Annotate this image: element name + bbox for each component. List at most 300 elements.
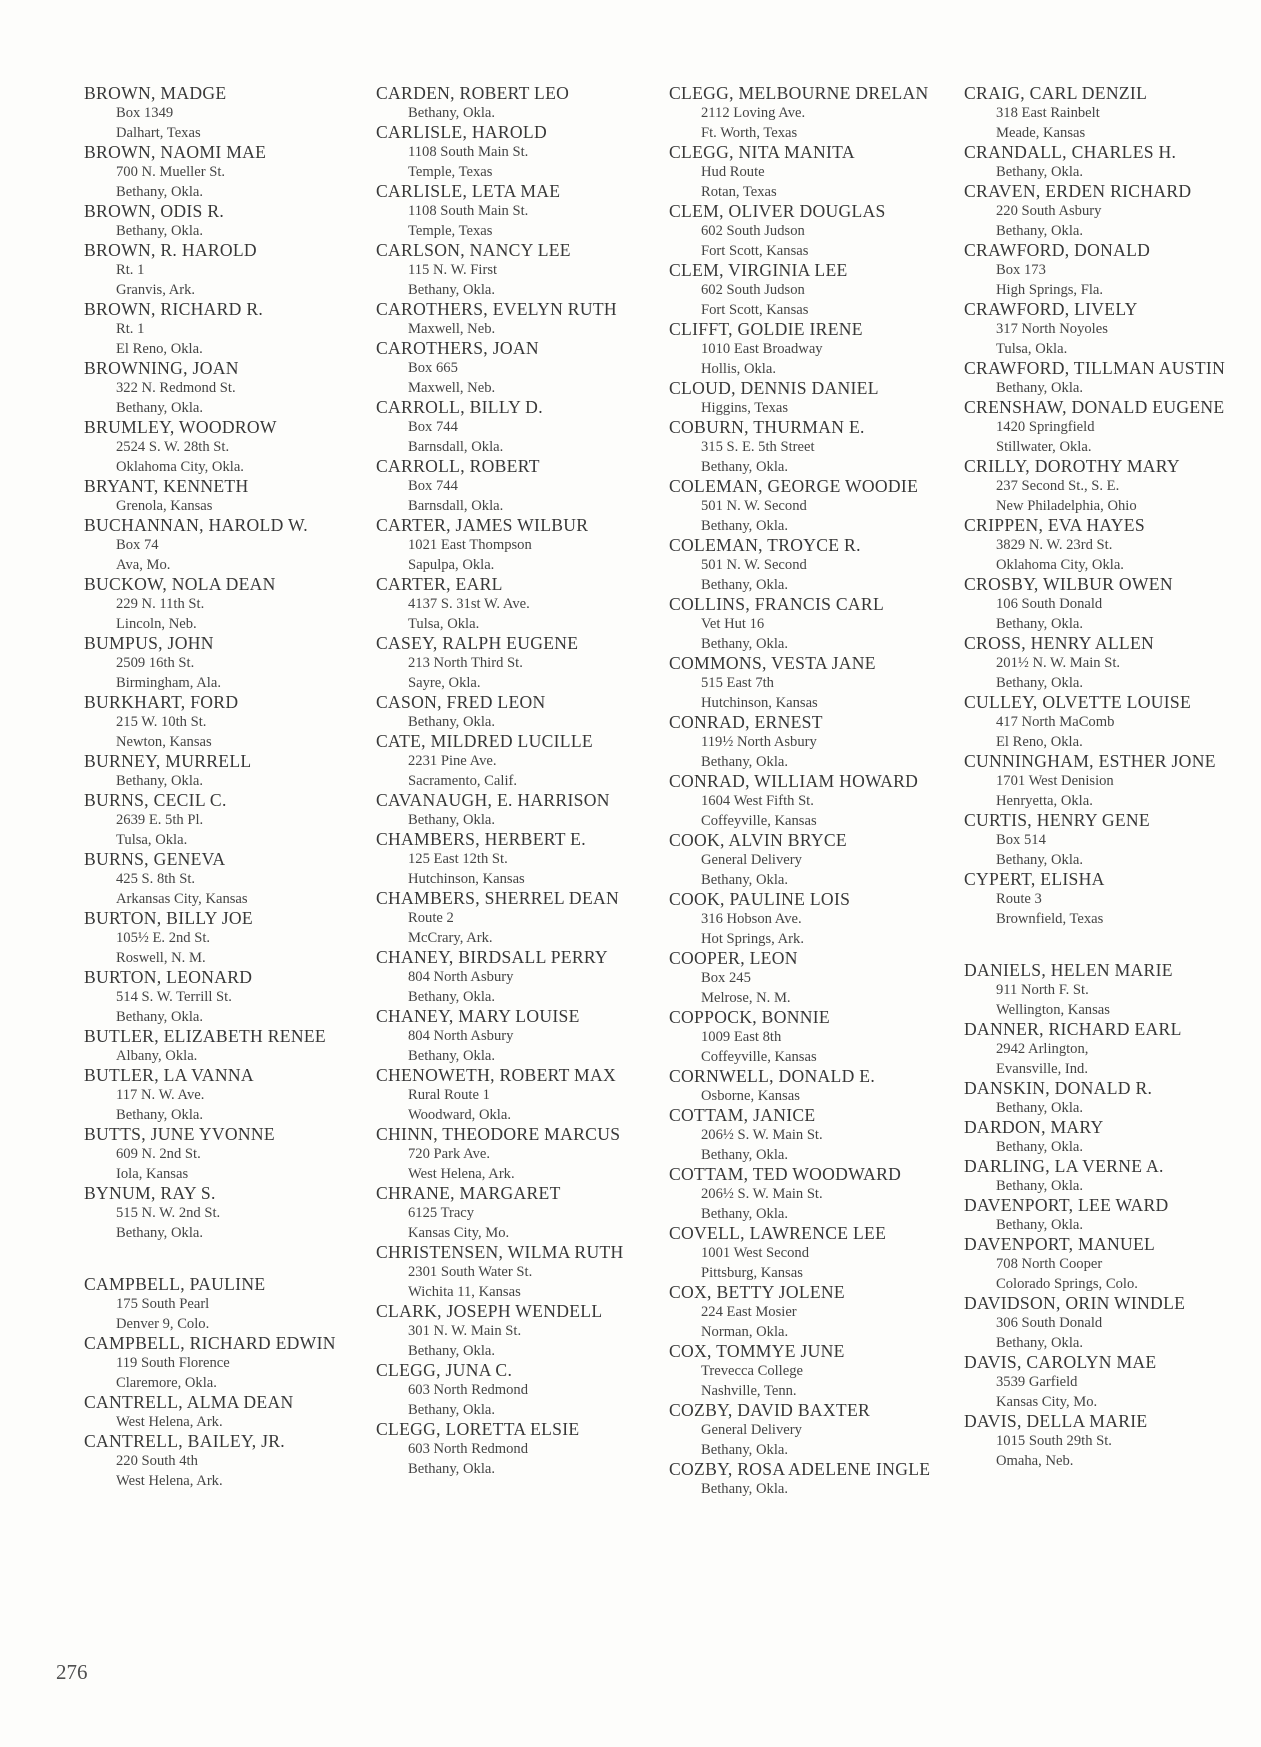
entry-address-line: Bethany, Okla.	[408, 989, 495, 1005]
directory-entry	[84, 575, 384, 634]
directory-entry	[964, 1412, 1261, 1471]
directory-entry	[84, 909, 384, 968]
entry-address-line: Bethany, Okla.	[408, 714, 495, 730]
entry-address-line: Rt. 1	[116, 321, 145, 337]
entry-name: CASON, FRED LEON	[376, 692, 546, 712]
directory-entry	[84, 477, 384, 516]
entry-name: COX, BETTY JOLENE	[669, 1282, 845, 1302]
entry-name: BUTTS, JUNE YVONNE	[84, 1124, 275, 1144]
directory-entry	[669, 654, 969, 713]
entry-name: CRAWFORD, TILLMAN AUSTIN	[964, 358, 1226, 378]
directory-entry	[964, 182, 1261, 241]
directory-entry	[84, 359, 384, 418]
directory-entry	[84, 634, 384, 693]
directory-entry	[376, 516, 676, 575]
directory-entry	[964, 961, 1261, 1020]
entry-name: CHAMBERS, HERBERT E.	[376, 829, 586, 849]
entry-address-line: Bethany, Okla.	[408, 1402, 495, 1418]
entry-address-line: Tulsa, Okla.	[116, 832, 188, 848]
directory-entry	[84, 693, 384, 752]
entry-name: CONRAD, WILLIAM HOWARD	[669, 771, 919, 791]
entry-address-line: El Reno, Okla.	[996, 734, 1083, 750]
entry-address-line: Maxwell, Neb.	[408, 380, 496, 396]
entry-name: CHRANE, MARGARET	[376, 1183, 561, 1203]
entry-name: CULLEY, OLVETTE LOUISE	[964, 692, 1191, 712]
entry-address-line: Rt. 1	[116, 262, 145, 278]
entry-address-line: Kansas City, Mo.	[408, 1225, 510, 1241]
directory-entry	[669, 202, 969, 261]
entry-address-line: Bethany, Okla.	[701, 459, 788, 475]
directory-entry	[376, 123, 676, 182]
entry-name: CAMPBELL, RICHARD EDWIN	[84, 1333, 336, 1353]
entry-address-line: 206½ S. W. Main St.	[701, 1186, 823, 1202]
entry-address-line: Dalhart, Texas	[116, 125, 201, 141]
entry-name: CLEGG, LORETTA ELSIE	[376, 1419, 580, 1439]
entry-address-line: Bethany, Okla.	[701, 636, 788, 652]
entry-name: CROSS, HENRY ALLEN	[964, 633, 1154, 653]
directory-column-1	[84, 84, 384, 1491]
entry-name: DAVIDSON, ORIN WINDLE	[964, 1293, 1186, 1313]
entry-name: COOPER, LEON	[669, 948, 798, 968]
entry-address-line: Omaha, Neb.	[996, 1453, 1074, 1469]
entry-address-line: Bethany, Okla.	[996, 380, 1083, 396]
entry-address-line: Sayre, Okla.	[408, 675, 481, 691]
entry-address-line: Hollis, Okla.	[701, 361, 776, 377]
entry-name: CLEGG, MELBOURNE DRELAN	[669, 83, 929, 103]
entry-address-line: McCrary, Ark.	[408, 930, 493, 946]
entry-address-line: Ft. Worth, Texas	[701, 125, 798, 141]
entry-address-line: 1010 East Broadway	[701, 341, 823, 357]
directory-entry	[964, 516, 1261, 575]
entry-name: CATE, MILDRED LUCILLE	[376, 731, 593, 751]
entry-address-line: 602 South Judson	[701, 282, 805, 298]
directory-entry	[964, 752, 1261, 811]
entry-address-line: Denver 9, Colo.	[116, 1316, 210, 1332]
entry-address-line: 1021 East Thompson	[408, 537, 532, 553]
entry-address-line: Bethany, Okla.	[996, 675, 1083, 691]
entry-address-line: Bethany, Okla.	[996, 1178, 1083, 1194]
entry-address-line: Box 514	[996, 832, 1046, 848]
directory-entry	[376, 1361, 676, 1420]
entry-name: CARROLL, BILLY D.	[376, 397, 543, 417]
entry-name: CHENOWETH, ROBERT MAX	[376, 1065, 616, 1085]
entry-name: CAVANAUGH, E. HARRISON	[376, 790, 610, 810]
entry-name: CHANEY, MARY LOUISE	[376, 1006, 580, 1026]
entry-name: COLLINS, FRANCIS CARL	[669, 594, 885, 614]
entry-name: COTTAM, TED WOODWARD	[669, 1164, 902, 1184]
entry-address-line: Bethany, Okla.	[701, 1442, 788, 1458]
directory-entry	[669, 1401, 969, 1460]
entry-name: COX, TOMMYE JUNE	[669, 1341, 845, 1361]
directory-entry	[84, 1125, 384, 1184]
entry-address-line: 229 N. 11th St.	[116, 596, 205, 612]
directory-entry	[84, 752, 384, 791]
entry-address-line: 1009 East 8th	[701, 1029, 782, 1045]
directory-entry	[376, 300, 676, 339]
entry-name: BROWN, ODIS R.	[84, 201, 225, 221]
entry-name: BURNEY, MURRELL	[84, 751, 252, 771]
entry-name: BROWN, MADGE	[84, 83, 227, 103]
directory-entry	[376, 791, 676, 830]
entry-name: BROWN, RICHARD R.	[84, 299, 264, 319]
directory-column-3	[669, 84, 969, 1499]
entry-name: CORNWELL, DONALD E.	[669, 1066, 876, 1086]
entry-address-line: Oklahoma City, Okla.	[996, 557, 1124, 573]
directory-entry	[376, 1007, 676, 1066]
directory-entry	[376, 1302, 676, 1361]
entry-address-line: Box 1349	[116, 105, 174, 121]
entry-address-line: 306 South Donald	[996, 1315, 1103, 1331]
entry-address-line: 220 South 4th	[116, 1453, 198, 1469]
entry-address-line: 316 Hobson Ave.	[701, 911, 802, 927]
directory-entry	[376, 398, 676, 457]
entry-address-line: Sacramento, Calif.	[408, 773, 518, 789]
directory-entry	[84, 1027, 384, 1066]
entry-address-line: 1108 South Main St.	[408, 203, 529, 219]
entry-name: CRILLY, DOROTHY MARY	[964, 456, 1180, 476]
entry-address-line: 3829 N. W. 23rd St.	[996, 537, 1113, 553]
entry-address-line: Bethany, Okla.	[701, 872, 788, 888]
entry-address-line: Evansville, Ind.	[996, 1061, 1089, 1077]
entry-name: CRENSHAW, DONALD EUGENE	[964, 397, 1225, 417]
entry-name: DARDON, MARY	[964, 1117, 1104, 1137]
entry-name: COTTAM, JANICE	[669, 1105, 816, 1125]
directory-entry	[376, 457, 676, 516]
entry-name: CRAWFORD, LIVELY	[964, 299, 1138, 319]
entry-name: COOK, ALVIN BRYCE	[669, 830, 847, 850]
entry-address-line: 119 South Florence	[116, 1355, 230, 1371]
entry-address-line: Barnsdall, Okla.	[408, 498, 504, 514]
entry-name: BUMPUS, JOHN	[84, 633, 214, 653]
entry-address-line: 2639 E. 5th Pl.	[116, 812, 204, 828]
entry-address-line: Henryetta, Okla.	[996, 793, 1093, 809]
entry-name: BUCHANNAN, HAROLD W.	[84, 515, 308, 535]
entry-name: CAROTHERS, EVELYN RUTH	[376, 299, 617, 319]
directory-entry	[84, 84, 384, 143]
entry-address-line: Wichita 11, Kansas	[408, 1284, 521, 1300]
entry-address-line: 720 Park Ave.	[408, 1146, 491, 1162]
entry-address-line: 425 S. 8th St.	[116, 871, 196, 887]
entry-address-line: 1108 South Main St.	[408, 144, 529, 160]
directory-entry	[669, 713, 969, 772]
directory-entry	[376, 339, 676, 398]
directory-entry	[84, 1432, 384, 1491]
directory-entry	[964, 1353, 1261, 1412]
entry-address-line: General Delivery	[701, 852, 802, 868]
entry-name: DAVENPORT, MANUEL	[964, 1234, 1156, 1254]
entry-address-line: 224 East Mosier	[701, 1304, 797, 1320]
entry-address-line: 804 North Asbury	[408, 1028, 514, 1044]
entry-address-line: 515 N. W. 2nd St.	[116, 1205, 221, 1221]
directory-entry	[84, 143, 384, 202]
directory-entry	[669, 379, 969, 418]
entry-name: CARROLL, ROBERT	[376, 456, 540, 476]
entry-address-line: Arkansas City, Kansas	[116, 891, 248, 907]
directory-entry	[376, 1420, 676, 1479]
entry-address-line: Ava, Mo.	[116, 557, 171, 573]
directory-entry	[669, 1342, 969, 1401]
directory-entry	[964, 359, 1261, 398]
entry-name: CHINN, THEODORE MARCUS	[376, 1124, 621, 1144]
entry-address-line: Melrose, N. M.	[701, 990, 791, 1006]
entry-name: CONRAD, ERNEST	[669, 712, 823, 732]
directory-entry	[84, 791, 384, 850]
entry-address-line: 117 N. W. Ave.	[116, 1087, 205, 1103]
entry-address-line: 4137 S. 31st W. Ave.	[408, 596, 530, 612]
entry-address-line: Brownfield, Texas	[996, 911, 1104, 927]
entry-name: BURTON, LEONARD	[84, 967, 253, 987]
directory-entry	[376, 1066, 676, 1125]
entry-address-line: Bethany, Okla.	[996, 616, 1083, 632]
directory-entry	[669, 536, 969, 595]
entry-address-line: 6125 Tracy	[408, 1205, 475, 1221]
entry-address-line: Kansas City, Mo.	[996, 1394, 1098, 1410]
entry-address-line: 2231 Pine Ave.	[408, 753, 497, 769]
directory-entry	[84, 1275, 384, 1334]
entry-address-line: Box 245	[701, 970, 751, 986]
directory-entry	[669, 1165, 969, 1224]
entry-address-line: Bethany, Okla.	[116, 223, 203, 239]
directory-entry	[376, 182, 676, 241]
entry-address-line: 2942 Arlington,	[996, 1041, 1089, 1057]
entry-address-line: West Helena, Ark.	[116, 1414, 223, 1430]
entry-name: BURNS, CECIL C.	[84, 790, 227, 810]
entry-address-line: Bethany, Okla.	[701, 754, 788, 770]
directory-entry	[84, 1393, 384, 1432]
directory-entry	[669, 1008, 969, 1067]
entry-name: CURTIS, HENRY GENE	[964, 810, 1150, 830]
entry-name: CROSBY, WILBUR OWEN	[964, 574, 1173, 594]
entry-address-line: Box 74	[116, 537, 159, 553]
directory-entry	[964, 1294, 1261, 1353]
entry-address-line: Roswell, N. M.	[116, 950, 206, 966]
directory-entry	[669, 1283, 969, 1342]
directory-entry	[669, 772, 969, 831]
entry-address-line: Hutchinson, Kansas	[408, 871, 525, 887]
entry-name: COVELL, LAWRENCE LEE	[669, 1223, 887, 1243]
entry-address-line: 119½ North Asbury	[701, 734, 817, 750]
entry-name: CLIFFT, GOLDIE IRENE	[669, 319, 863, 339]
entry-name: BYNUM, RAY S.	[84, 1183, 216, 1203]
entry-address-line: Coffeyville, Kansas	[701, 1049, 817, 1065]
entry-address-line: 603 North Redmond	[408, 1441, 528, 1457]
entry-address-line: 115 N. W. First	[408, 262, 498, 278]
entry-address-line: 700 N. Mueller St.	[116, 164, 226, 180]
directory-entry	[84, 968, 384, 1027]
directory-entry	[376, 889, 676, 948]
directory-entry	[84, 1066, 384, 1125]
entry-name: CRAWFORD, DONALD	[964, 240, 1151, 260]
entry-address-line: 220 South Asbury	[996, 203, 1102, 219]
directory-entry	[964, 143, 1261, 182]
directory-entry	[84, 1184, 384, 1243]
directory-entry	[964, 84, 1261, 143]
entry-name: BROWN, NAOMI MAE	[84, 142, 267, 162]
entry-address-line: Bethany, Okla.	[408, 105, 495, 121]
entry-address-line: Bethany, Okla.	[116, 1225, 203, 1241]
entry-address-line: Box 744	[408, 478, 458, 494]
entry-address-line: 125 East 12th St.	[408, 851, 508, 867]
entry-name: CYPERT, ELISHA	[964, 869, 1105, 889]
entry-name: COBURN, THURMAN E.	[669, 417, 865, 437]
directory-entry	[964, 1157, 1261, 1196]
entry-address-line: General Delivery	[701, 1422, 802, 1438]
directory-entry	[376, 634, 676, 693]
directory-entry	[84, 418, 384, 477]
entry-address-line: 602 South Judson	[701, 223, 805, 239]
directory-entry	[376, 1184, 676, 1243]
entry-name: CANTRELL, BAILEY, JR.	[84, 1431, 285, 1451]
entry-name: COZBY, ROSA ADELENE INGLE	[669, 1459, 931, 1479]
entry-address-line: Tulsa, Okla.	[996, 341, 1068, 357]
entry-name: CARTER, JAMES WILBUR	[376, 515, 589, 535]
directory-entry	[964, 1020, 1261, 1079]
entry-address-line: Barnsdall, Okla.	[408, 439, 504, 455]
entry-address-line: Bethany, Okla.	[408, 812, 495, 828]
entry-address-line: 206½ S. W. Main St.	[701, 1127, 823, 1143]
entry-address-line: 911 North F. St.	[996, 982, 1089, 998]
directory-entry	[376, 84, 676, 123]
directory-entry	[84, 516, 384, 575]
entry-address-line: Route 2	[408, 910, 454, 926]
entry-address-line: 105½ E. 2nd St.	[116, 930, 211, 946]
entry-address-line: Bethany, Okla.	[408, 1048, 495, 1064]
entry-address-line: Woodward, Okla.	[408, 1107, 511, 1123]
directory-entry	[84, 1334, 384, 1393]
entry-name: CUNNINGHAM, ESTHER JONE	[964, 751, 1216, 771]
entry-name: COZBY, DAVID BAXTER	[669, 1400, 871, 1420]
entry-address-line: Bethany, Okla.	[701, 518, 788, 534]
entry-address-line: 3539 Garfield	[996, 1374, 1078, 1390]
directory-entry	[669, 477, 969, 536]
entry-address-line: Hud Route	[701, 164, 765, 180]
entry-name: COLEMAN, TROYCE R.	[669, 535, 861, 555]
entry-address-line: 106 South Donald	[996, 596, 1103, 612]
directory-entry	[669, 1106, 969, 1165]
entry-address-line: 2112 Loving Ave.	[701, 105, 806, 121]
entry-name: BRYANT, KENNETH	[84, 476, 249, 496]
directory-entry	[964, 1196, 1261, 1235]
entry-name: BUTLER, LA VANNA	[84, 1065, 254, 1085]
page-number: 276	[56, 1660, 88, 1684]
entry-name: DAVIS, CAROLYN MAE	[964, 1352, 1157, 1372]
entry-address-line: Tulsa, Okla.	[408, 616, 480, 632]
entry-name: CHAMBERS, SHERREL DEAN	[376, 888, 619, 908]
directory-entry	[669, 320, 969, 379]
entry-address-line: Norman, Okla.	[701, 1324, 789, 1340]
entry-address-line: Fort Scott, Kansas	[701, 302, 809, 318]
entry-address-line: 201½ N. W. Main St.	[996, 655, 1121, 671]
entry-address-line: Grenola, Kansas	[116, 498, 213, 514]
entry-name: DANNER, RICHARD EARL	[964, 1019, 1182, 1039]
entry-name: CLOUD, DENNIS DANIEL	[669, 378, 879, 398]
entry-address-line: Meade, Kansas	[996, 125, 1086, 141]
directory-entry	[669, 831, 969, 890]
entry-address-line: Bethany, Okla.	[996, 1335, 1083, 1351]
directory-entry	[84, 241, 384, 300]
directory-entry	[964, 300, 1261, 359]
directory-entry	[964, 575, 1261, 634]
entry-address-line: Birmingham, Ala.	[116, 675, 221, 691]
entry-name: DANIELS, HELEN MARIE	[964, 960, 1173, 980]
entry-address-line: High Springs, Fla.	[996, 282, 1104, 298]
entry-address-line: Coffeyville, Kansas	[701, 813, 817, 829]
directory-entry	[964, 693, 1261, 752]
entry-name: DAVIS, DELLA MARIE	[964, 1411, 1148, 1431]
entry-address-line: Iola, Kansas	[116, 1166, 189, 1182]
entry-name: COPPOCK, BONNIE	[669, 1007, 830, 1027]
entry-address-line: Bethany, Okla.	[408, 1461, 495, 1477]
directory-entry	[964, 1235, 1261, 1294]
entry-name: CANTRELL, ALMA DEAN	[84, 1392, 294, 1412]
directory-column-4	[964, 84, 1261, 1471]
entry-address-line: Colorado Springs, Colo.	[996, 1276, 1138, 1292]
entry-address-line: 318 East Rainbelt	[996, 105, 1100, 121]
entry-address-line: Granvis, Ark.	[116, 282, 196, 298]
entry-address-line: Bethany, Okla.	[116, 1107, 203, 1123]
entry-address-line: Temple, Texas	[408, 223, 493, 239]
entry-address-line: 1420 Springfield	[996, 419, 1095, 435]
directory-entry	[376, 575, 676, 634]
entry-name: CRIPPEN, EVA HAYES	[964, 515, 1145, 535]
entry-name: CRAIG, CARL DENZIL	[964, 83, 1148, 103]
directory-entry	[669, 1067, 969, 1106]
entry-address-line: Oklahoma City, Okla.	[116, 459, 244, 475]
entry-name: BURTON, BILLY JOE	[84, 908, 253, 928]
directory-entry	[376, 948, 676, 1007]
directory-entry	[669, 84, 969, 143]
entry-address-line: Lincoln, Neb.	[116, 616, 197, 632]
entry-name: CHANEY, BIRDSALL PERRY	[376, 947, 608, 967]
entry-address-line: 1604 West Fifth St.	[701, 793, 814, 809]
entry-name: CASEY, RALPH EUGENE	[376, 633, 579, 653]
directory-entry	[669, 949, 969, 1008]
entry-address-line: El Reno, Okla.	[116, 341, 203, 357]
entry-address-line: Bethany, Okla.	[116, 184, 203, 200]
entry-address-line: Newton, Kansas	[116, 734, 212, 750]
directory-entry	[964, 1079, 1261, 1118]
entry-name: CRAVEN, ERDEN RICHARD	[964, 181, 1192, 201]
directory-entry	[964, 634, 1261, 693]
directory-entry	[964, 398, 1261, 457]
entry-name: CARTER, EARL	[376, 574, 503, 594]
entry-address-line: Rotan, Texas	[701, 184, 777, 200]
entry-address-line: Bethany, Okla.	[701, 577, 788, 593]
entry-address-line: Sapulpa, Okla.	[408, 557, 495, 573]
entry-address-line: Bethany, Okla.	[408, 282, 495, 298]
entry-address-line: Bethany, Okla.	[116, 1009, 203, 1025]
entry-address-line: 417 North MaComb	[996, 714, 1115, 730]
entry-address-line: 1701 West Denision	[996, 773, 1114, 789]
entry-name: CLEM, OLIVER DOUGLAS	[669, 201, 886, 221]
directory-entry	[376, 830, 676, 889]
entry-address-line: Route 3	[996, 891, 1042, 907]
entry-name: BURNS, GENEVA	[84, 849, 226, 869]
directory-entry	[669, 1460, 969, 1499]
entry-address-line: Claremore, Okla.	[116, 1375, 217, 1391]
entry-address-line: New Philadelphia, Ohio	[996, 498, 1137, 514]
entry-address-line: 2301 South Water St.	[408, 1264, 533, 1280]
entry-address-line: Vet Hut 16	[701, 616, 765, 632]
directory-entry	[84, 202, 384, 241]
entry-address-line: Albany, Okla.	[116, 1048, 198, 1064]
entry-address-line: Bethany, Okla.	[116, 400, 203, 416]
entry-name: COLEMAN, GEORGE WOODIE	[669, 476, 919, 496]
entry-name: CARLISLE, HAROLD	[376, 122, 547, 142]
directory-entry	[964, 457, 1261, 516]
directory-entry	[964, 870, 1261, 929]
entry-name: BUCKOW, NOLA DEAN	[84, 574, 276, 594]
